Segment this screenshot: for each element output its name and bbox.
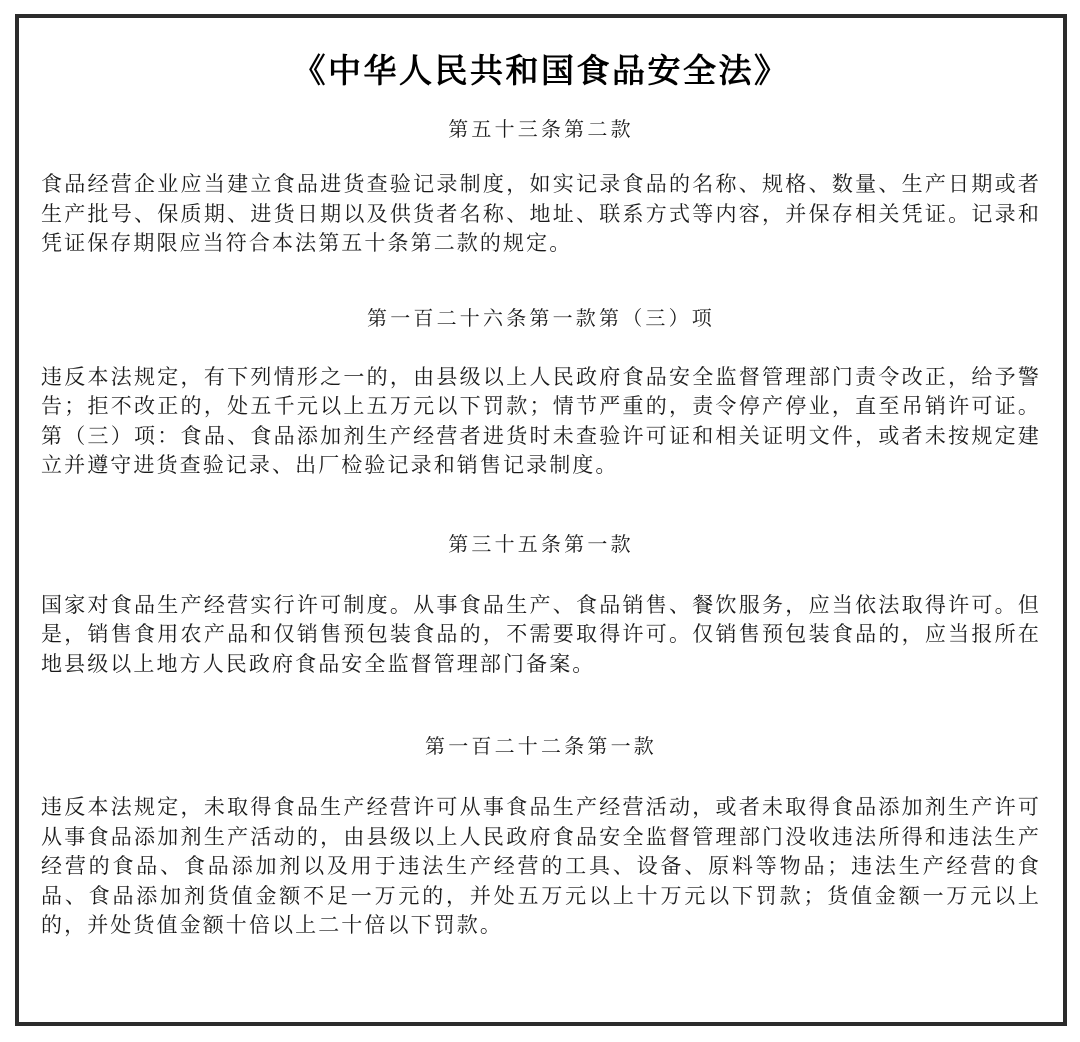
article-section-1 — [41, 114, 1041, 259]
article-section-3 — [41, 529, 1041, 680]
article-body-4: 违反本法规定，未取得食品生产经营许可从事食品生产经营活动，或者未取得食品添加剂生产许可从事食品添加剂生产活动的，由县级以上人民政府食品安全监督管理部门没收违法所得和违法生产经营的食品、食品添加剂以及用于违法生产经营的工具、设备、原料等物品；违法生产经营的食品、食品添加剂货值金额不足一万元的，并处五万元以上十万元以下罚款；货值金额一万元以上的，并处货值金额十倍以上二十倍以下罚款。 — [41, 795, 1041, 937]
article-section-2 — [41, 303, 1041, 481]
document-content-area — [19, 18, 1063, 1022]
article-body-2: 违反本法规定，有下列情形之一的，由县级以上人民政府食品安全监督管理部门责令改正，给予警告；拒不改正的，处五千元以上五万元以下罚款；情节严重的，责令停产停业，直至吊销许可证。第（三）项：食品、食品添加剂生产经营者进货时未查验许可证和相关证明文件，或者未按规定建立并遵守进货查验记录、出厂检验记录和销售记录制度。 — [41, 364, 1041, 477]
article-heading-2: 第一百二十六条第一款第（三）项 — [367, 305, 715, 330]
article-section-4 — [41, 731, 1041, 941]
article-heading-1: 第五十三条第二款 — [448, 117, 634, 141]
article-heading-3: 第三十五条第一款 — [448, 531, 634, 556]
article-heading-4: 第一百二十二条第一款 — [425, 734, 657, 758]
document-frame-border — [15, 14, 1067, 1026]
article-body-1: 食品经营企业应当建立食品进货查验记录制度，如实记录食品的名称、规格、数量、生产日期或者生产批号、保质期、进货日期以及供货者名称、地址、联系方式等内容，并保存相关凭证。记录和凭证保存期限应当符合本法第五十条第二款的规定。 — [41, 172, 1041, 255]
page-title: 《中华人民共和国食品安全法》 — [292, 51, 790, 90]
article-body-3: 国家对食品生产经营实行许可制度。从事食品生产、食品销售、餐饮服务，应当依法取得许可。但是，销售食用农产品和仅销售预包装食品的，不需要取得许可。仅销售预包装食品的，应当报所在地县级以上地方人民政府食品安全监督管理部门备案。 — [41, 592, 1041, 676]
